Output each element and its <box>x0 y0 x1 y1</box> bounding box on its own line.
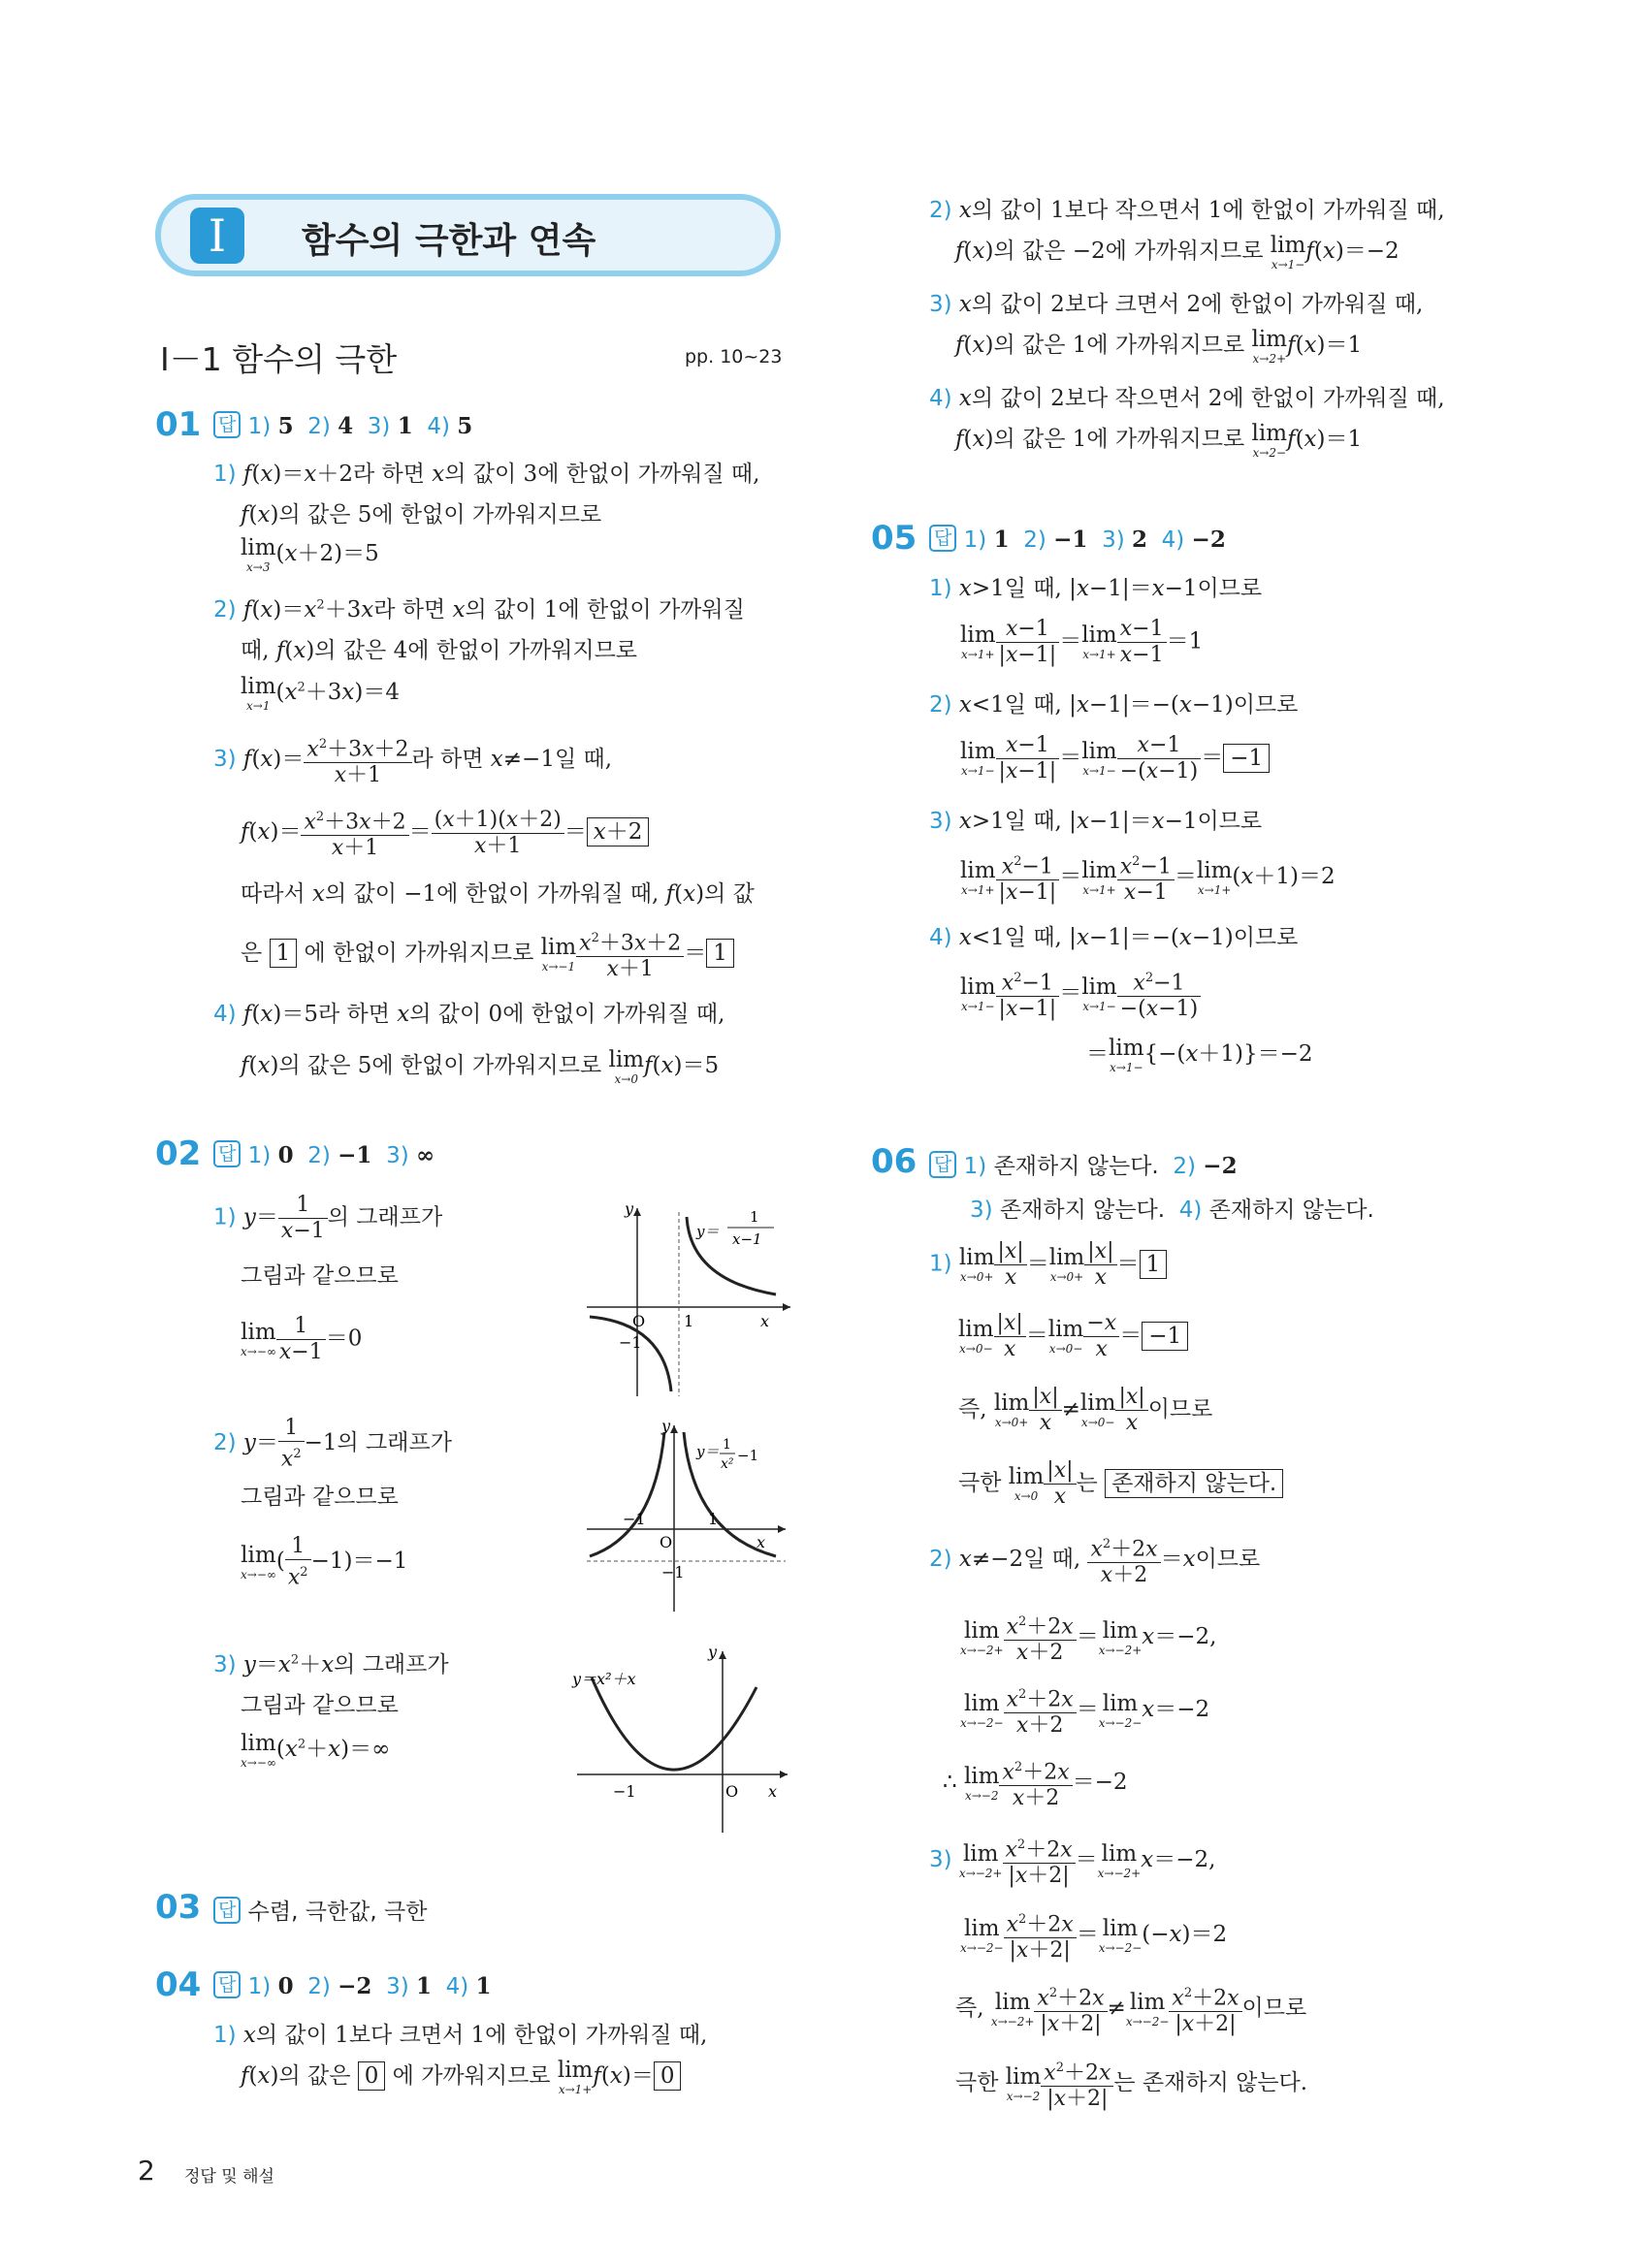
graph-inverse-square <box>582 1418 800 1616</box>
graph-parabola <box>563 1644 800 1837</box>
footer-label: 정답 및 해설 <box>184 2167 274 2187</box>
answer-tag: 답 <box>929 1151 956 1178</box>
svg-text:O: O <box>660 1533 673 1551</box>
svg-text:x²: x² <box>721 1456 734 1472</box>
answer-line: 답 1) 존재하지 않는다. 2) −2 <box>929 1148 1238 1180</box>
section-pages: pp. 10~23 <box>685 346 783 367</box>
svg-text:y＝x²＋x: y＝x²＋x <box>572 1670 636 1688</box>
chapter-title: 함수의 극한과 연속 <box>302 221 596 261</box>
answer-tag: 답 <box>213 1971 241 1998</box>
svg-text:1: 1 <box>708 1510 719 1528</box>
answer-line: 답 1) 0 2) −1 3) ∞ <box>213 1140 435 1168</box>
svg-text:y＝: y＝ <box>696 1223 720 1240</box>
svg-text:O: O <box>725 1782 739 1801</box>
svg-text:x: x <box>757 1533 766 1551</box>
svg-text:−1: −1 <box>613 1782 636 1801</box>
svg-text:x: x <box>768 1782 778 1801</box>
problem-number: 01 <box>155 405 202 444</box>
problem-number: 05 <box>871 519 918 558</box>
chapter-banner <box>155 194 781 276</box>
svg-text:1: 1 <box>723 1437 731 1453</box>
answer-tag: 답 <box>929 525 956 552</box>
answer-tag: 답 <box>213 1897 241 1924</box>
graph-axis-label: y <box>625 1202 634 1218</box>
graph-reciprocal <box>582 1202 800 1401</box>
answer-line-2: 3) 존재하지 않는다. 4) 존재하지 않는다. <box>970 1198 1374 1223</box>
answer-line: 답 1) 0 2) −2 3) 1 4) 1 <box>213 1971 492 1999</box>
page-number: 2 <box>138 2155 155 2187</box>
svg-text:1: 1 <box>750 1208 759 1226</box>
svg-text:y: y <box>661 1418 671 1435</box>
answer-line: 답 1) 5 2) 4 3) 1 4) 5 <box>213 411 472 439</box>
graph-axis-label: x <box>760 1312 770 1330</box>
graph-tick: 1 <box>684 1312 694 1330</box>
svg-text:y＝: y＝ <box>696 1443 720 1460</box>
svg-text:−1: −1 <box>623 1510 646 1528</box>
answer-text: 수렴, 극한값, 극한 <box>247 1900 428 1925</box>
svg-text:y: y <box>708 1644 718 1661</box>
answer-tag: 답 <box>213 411 241 438</box>
problem-number: 03 <box>155 1888 202 1927</box>
problem-number: 02 <box>155 1134 202 1173</box>
problem-number: 06 <box>871 1142 918 1181</box>
graph-tick: −1 <box>619 1333 642 1352</box>
problem-number: 04 <box>155 1965 202 2004</box>
svg-text:−1: −1 <box>737 1447 759 1464</box>
svg-text:−1: −1 <box>661 1563 685 1581</box>
svg-text:x−1: x−1 <box>732 1230 762 1248</box>
answer-tag: 답 <box>213 1140 241 1167</box>
chapter-number: I <box>190 208 244 264</box>
answer-line <box>213 1894 427 1926</box>
answer-line: 답 1) 1 2) −1 3) 2 4) −2 <box>929 525 1226 553</box>
section-title: Ⅰ－1 함수의 극한 <box>160 340 398 378</box>
graph-origin: O <box>632 1312 646 1330</box>
